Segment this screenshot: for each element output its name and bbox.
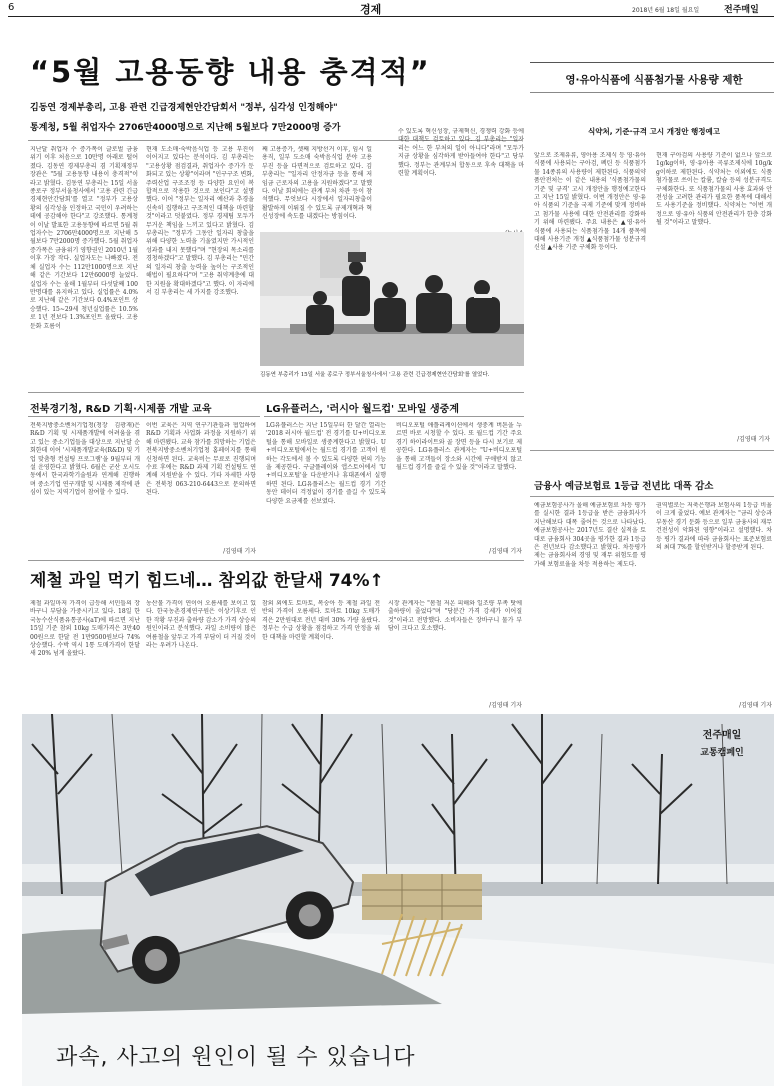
fruit-headline: 제철 과일 먹기 힘드네… 참외값 한달새 74%↑ [30,571,384,591]
lg-column-2: 비디오포털 애플리케이션에서 생중계 버튼을 누르면 바로 시청할 수 있다. 또 월드컵 기간 주요 경기 하이라이트와 골 장면 등을 다시 보기로 제공한다. LG유플러스 관계자는 "U+비디오포털을 통해 고객들이 장소와 시간에 구애받지 않고 월드컵 경기를 즐길 수 있을 것"이라고 말했다. [396,422,522,472]
bank-headline: 금융사 예금보험료 1등급 전년比 대폭 감소 [534,481,714,492]
crash-photo [22,714,774,1086]
fruit-column-1: 제철 과일마저 가격이 급등해 서민들의 장바구니 부담을 가중시키고 있다. 18일 한국농수산식품유통공사(aT)에 따르면 지난 15일 기준 참외 10kg 도매가격은 3만4000원으로 한달 전 1만9500원보다 74% 상승했다. 수박 역시 1통 도매가격이 한달새 20% 넘게 올랐다. [30,600,140,658]
traffic-campaign-ad [22,714,774,1086]
page-number: 6 [8,2,15,13]
rnd-column-2: 이번 교육은 지역 연구기관들과 협업하여 R&D 기획과 사업화 과정을 지원하기 위해 마련됐다. 교육 참가를 희망하는 기업은 전북지방중소벤처기업청 홈페이지를 통해 신청하면 된다. 교육비는 무료로 진행되며 수료 후에는 R&D 과제 기획 컨설팅도 연계해 지원받을 수 있다. 기타 자세한 사항은 전북청 063-210-6443으로 문의하면 된다. [146,422,256,497]
lg-signature: /김영태 기자 [489,548,522,555]
fruit-column-4: 시장 관계자는 "봄철 저온 피해와 일조량 부족 탓에 출하량이 줄었다"며 "당분간 가격 강세가 이어질 것"이라고 전망했다. 소비자들은 장바구니 물가 부담이 크다고 호소했다. [388,600,522,633]
lead-bottom-rule [28,392,524,393]
bank-column-2: 권역별로는 저축은행과 보험사의 1등급 비율이 크게 줄었다. 예보 관계자는 "금리 상승과 부동산 경기 둔화 등으로 일부 금융사의 재무건전성이 악화된 영향"이라고 설명했다. 차등 평가 결과에 따라 금융회사는 표준보험료의 최대 7%를 할인받거나 할증받게 된다. [656,502,772,552]
bank-column-1: 예금보험공사가 올해 예금보험료 차등 평가를 실시한 결과 1등급을 받은 금융회사가 지난해보다 대폭 줄어든 것으로 나타났다. 예금보험공사는 2017년도 결산 실적을 토대로 금융회사 304곳을 평가한 결과 1등급은 전년보다 감소했다고 밝혔다. 차등평가제는 금융회사의 경영 및 재무 위험도를 평가해 보험료율을 차등 적용하는 제도다. [534,502,646,568]
bank-top-rule [530,450,774,451]
lg-headline: LG유플러스, '러시아 월드컵' 모바일 생중계 [266,404,459,415]
lg-column-1: LG유플러스는 지난 15일부터 한 달간 열리는 '2018 러시아 월드컵' 전 경기를 U+비디오포털을 통해 모바일로 생중계한다고 밝혔다. U+비디오포털에서는 월드컵 경기를 고객이 원하는 각도에서 볼 수 있도록 다양한 편의 기능을 제공한다. 구글플레이와 앱스토어에서 'U+비디오포털'을 다운받거나 휴대폰에서 실행하면 된다. LG유플러스는 월드컵 경기 기간 동안 데이터 걱정없이 경기를 즐길 수 있도록 다양한 요금제를 선보였다. [266,422,386,505]
lg-rule [264,416,524,417]
fruit-column-3: 참외 외에도 토마토, 복숭아 등 제철 과일 전반의 가격이 오름세다. 토마토 10kg 도매가격은 2만원대로 전년 대비 30% 가량 올랐다. 정부는 수급 상황을 점검하고 가격 안정을 위한 대책을 마련할 계획이다. [262,600,380,641]
ad-badge [690,726,754,758]
lead-column-4: 수 있도록 혁신성장, 규제혁신, 경쟁력 강화 등에 대한 대책도 검토하고 있다. 김 부총리는 "일자리는 어느 한 부처의 일이 아니다"라며 "모두가 지금 상황을 심각하게 받아들여야 한다"고 당부했다. 정부는 관계부처 합동으로 후속 대책을 마련할 계획이다. [398,128,524,178]
food-column-2: 현재 구아검의 사용량 기준이 없으나 앞으로 1g/kg이하, 영·유아용 곡류조제식에 10g/kg이하로 제한된다. 식약처는 이외에도 식품첨가물로 쓰이는 칼륨, 칼슘 등의 성분규격도 구체화한다. 또 식품첨가물의 사용 효과와 안전성을 고려한 관리가 필요한 품목에 대해서도 사용기준을 정비했다. 식약처는 "이번 개정으로 영·유아 식품의 안전관리가 한층 강화될 것"이라고 말했다. [656,152,772,227]
header-paper: 전주매일 [724,5,759,15]
ad-campaign-name: 교통캠페인 [700,748,744,758]
rnd-column-1: 전북지방중소벤처기업청(청장 김광재)은 R&D 기획 및 시제품개발에 어려움을 겪고 있는 중소기업들을 대상으로 지난달 순회한데 이어 '시제품개발교육(R&D) 및 기업 맞춤형 컨설팅 프로그램'을 9월부터 개설 운영한다고 밝혔다. 6월은 군산 오시도동에서 한국과학기술원과 연계해 진행하며 중소기업 연구개발 및 시제품 제작에 관심이 있는 지역기업이 참여할 수 있다. [30,422,140,497]
header-rule [8,16,774,17]
lead-deck-1: 김동연 경제부총리, 고용 관련 긴급경제현안간담회서 "정부, 심각성 인정해야" [30,103,338,113]
mid-rule [28,560,524,561]
rnd-headline: 전북경기청, R&D 기획·시제품 개발 교육 [30,404,212,415]
fruit-signature: /김영태 기자 [489,702,522,709]
bank-rule [530,496,774,497]
bank-signature: /김영태 기자 [739,702,772,709]
food-column-1: 앞으로 조제유류, 영아용 조제식 등 영·유아 식품에 사용되는 구아검, 펙틴 등 식품첨가물 14종류의 사용량이 제한된다. 식품의약품안전처는 이 같은 내용의 '식품첨가물의 기준 및 규격' 고시 개정안을 행정예고한다고 지난 15일 밝혔다. 이번 개정안은 영·유아 식품의 기준을 국제 기준에 맞게 정비하고 첨가물 사용에 대한 안전관리를 강화하기 위해 마련됐다. 주요 내용은 ▲영·유아 식품에 사용되는 식품첨가물 14개 품목에 대해 사용기준 개정 ▲식품첨가물 성분규격 신설 ▲사용 기준 구체화 등이다. [534,152,646,252]
lead-deck-2: 통계청, 5월 취업자수 2706만4000명으로 지난해 5월보다 7만2000명 증가 [30,123,341,133]
ad-paper-name: 전주매일 [702,730,742,741]
food-signature: /김영태 기자 [737,436,770,443]
food-rule [530,92,774,93]
lead-photo-caption: 김동연 부총리가 15일 서울 종로구 정부서울청사에서 '고용 관련 긴급경제현안간담회'를 열었다. [260,372,490,378]
lead-column-3: 째 고용증가, 셋째 지방선거 이후, 임시 일용직, 일부 도소매 숙박음식업 분야 고용 부진 등을 다면적으로 검토하고 있다. 김 부총리는 "일자리 안정자금 등을 통해 저임금 근로자의 고용을 지원하겠다"고 말했다. 이날 회의에는 관계 부처 차관 등이 참석했다. 무엇보다 시장에서 일자리창출이 활발하게 이뤄질 수 있도록 규제개혁과 혁신성장에 속도를 내겠다는 방침이다. [262,146,372,221]
rnd-rule [28,416,260,417]
section-title: 경제 [360,3,382,16]
header-date: 2018년 6월 18일 월요일 [632,7,700,14]
lead-column-1: 지난달 취업자 수 증가폭이 글로벌 금융위기 이후 처음으로 10만명 아래로 떨어졌다. 김동연 경제부총리 겸 기획재정부 장관은 "5월 고용동향 내용이 충격적"이라고 밝혔다. 김동연 부총리는 15일 서울 종로구 정부서울청사에서 '고용 관련 긴급경제현안간담회'를 열고 "정부가 고용상황의 심각성을 인정하고 국민이 우려하는 데에 공감해야 한다"고 강조했다. 통계청이 이날 발표한 고용동향에 따르면 5월 취업자수는 2706만4000명으로 지난해 5월보다 7만2000명 증가했다. 5월 취업자 증가폭은 금융위기 영향권인 2010년 1월 이후 가장 작다. 실업자도는 나빠졌다. 전체 실업자 수는 112만1000명으로 지난해 같은 기간보다 12만6000명 늘었다. 실업자 수는 올해 1월부터 다섯달째 100만명대를 유지하고 있다. 실업률은 4.0%로 지난해 같은 기간보다 0.4%포인트 상승했다. 15~29세 청년실업률은 10.5%로 1년 전보다 1.3%포인트 올랐다. 고용 둔화 흐름이 [30,146,138,330]
food-headline: 영·유아식품에 식품첨가물 사용량 제한 [565,74,743,86]
ad-slogan: 과속, 사고의 원인이 될 수 있습니다 [56,1045,416,1070]
lead-column-2: 현재 도소매·숙박음식업 등 고용 부진이 이어지고 있다는 분석이다. 김 부총리는 "고용상황 점검결과, 취업자수 증가가 둔화되고 있는 상황"이라며 "인구구조 변화, 주력산업 구조조정 등 다양한 요인이 복합적으로 작용한 것으로 보인다"고 설명했다. 이어 "정부는 일자리 예산과 추경을 신속히 집행하고 구조적인 대책을 마련할 것"이라고 덧붙였다. 정부 경제팀 모두가 무거운 책임을 느끼고 있다고 밝혔다. 김 부총리는 "정부가 그동안 일자리 창출을 위해 다양한 노력을 기울였지만 가시적인 성과를 내지 못했다"며 "현장의 목소리를 경청하겠다"고 말했다. 김 부총리는 "민간의 일자리 창출 능력을 높이는 구조적인 해법이 필요하다"며 "고용 취약계층에 대한 지원을 확대하겠다"고 했다. 이 자리에서 김 부총리는 세 가지를 강조했다. [146,146,254,296]
food-subhead: 식약처, 기준·규격 고시 개정안 행정예고 [587,127,721,136]
lead-headline: “5월 고용동향 내용 충격적” [30,55,431,89]
fruit-column-2: 농산물 가격이 연이어 오름세를 보이고 있다. 한국농촌경제연구원은 이상기후로 인한 작황 부진과 출하량 감소가 가격 상승의 원인이라고 분석했다. 과일 소비량이 많은 여름철을 앞두고 가격 부담이 더 커질 것이라는 우려가 나온다. [146,600,256,650]
lead-photo [260,232,524,366]
right-box-border [530,62,774,63]
rnd-signature: /김영태 기자 [223,548,256,555]
